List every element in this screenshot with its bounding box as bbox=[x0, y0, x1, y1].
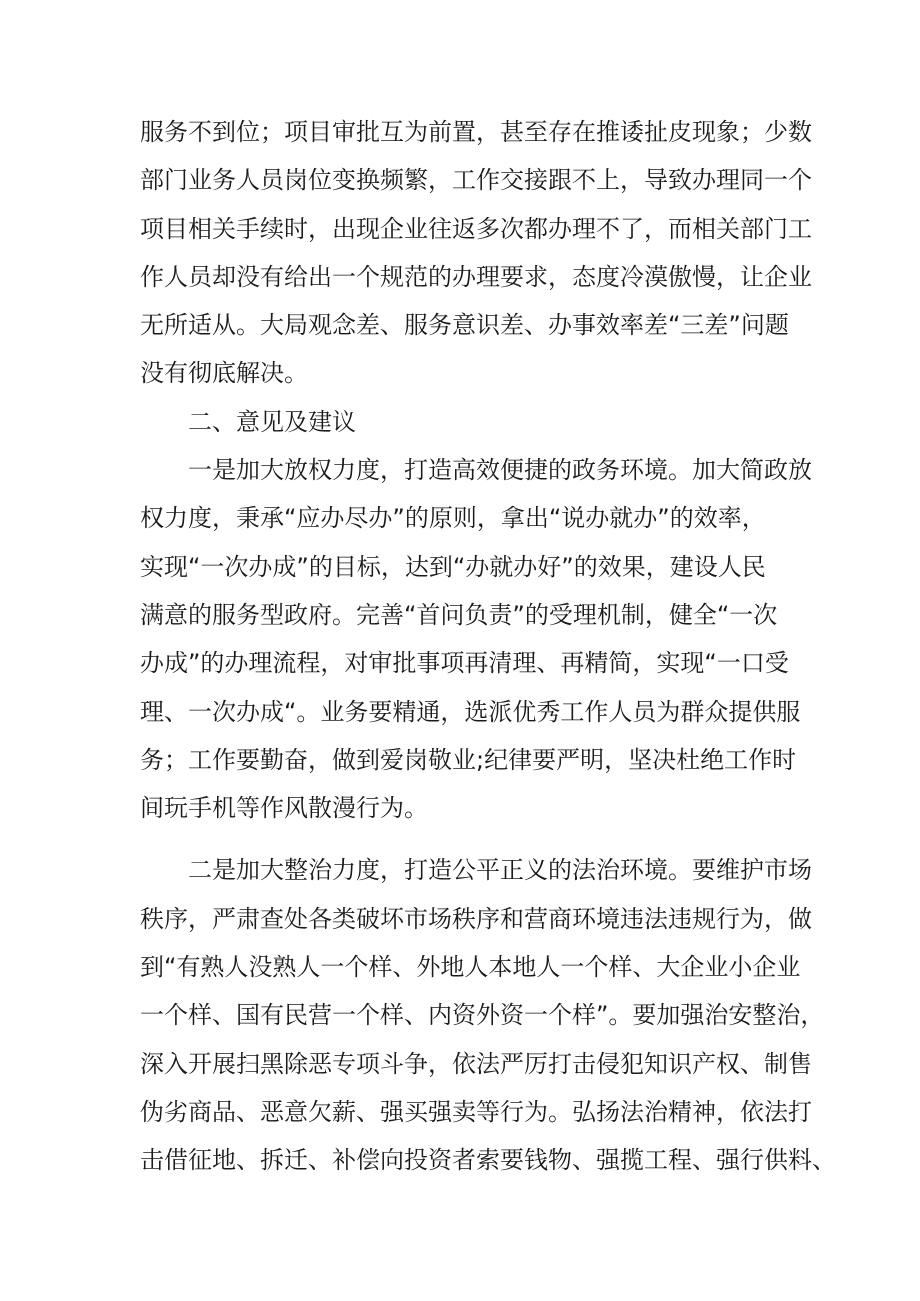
text-line: 一个样、国有民营一个样、内资外资一个样”。要加强治安整治， bbox=[140, 1001, 825, 1030]
text-line: 击借征地、拆迁、补偿向投资者索要钱物、强揽工程、强行供料、 bbox=[140, 1146, 836, 1175]
text-line: 理、一次办成“。业务要精通，选派优秀工作人员为群众提供服 bbox=[140, 697, 801, 726]
text-line: 没有彻底解决。 bbox=[140, 359, 308, 388]
text-line: 实现“一次办成”的目标，达到“办就办好”的效果，建设人民 bbox=[140, 552, 766, 581]
paragraph-spacer bbox=[140, 832, 790, 846]
text-line: 伪劣商品、恶意欠薪、强买强卖等行为。弘扬法治精神，依法打 bbox=[140, 1097, 812, 1126]
paragraph-suggestion-one bbox=[140, 446, 812, 832]
text-line: 深入开展扫黑除恶专项斗争，依法严厉打击侵犯知识产权、制售 bbox=[140, 1049, 812, 1078]
text-line: 作人员却没有给出一个规范的办理要求，态度冷漠傲慢，让企业 bbox=[140, 262, 812, 291]
text-line: 秩序，严肃查处各类破坏市场秩序和营商环境违法违规行为，做 bbox=[140, 904, 812, 933]
text-line: 办成”的办理流程，对审批事项再清理、再精简，实现“一口受 bbox=[140, 649, 789, 678]
text-line: 二是加大整治力度，打造公平正义的法治环境。要维护市场 bbox=[188, 856, 812, 885]
text-line: 服务不到位；项目审批互为前置，甚至存在推诿扯皮现象；少数 bbox=[140, 118, 812, 146]
text-line: 权力度，秉承“应办尽办”的原则，拿出“说办就办”的效率， bbox=[140, 504, 766, 533]
section-heading bbox=[140, 398, 790, 446]
section-heading-text: 二、意见及建议 bbox=[188, 407, 356, 436]
text-line: 满意的服务型政府。完善“首问负责”的受理机制，健全“一次 bbox=[140, 600, 778, 629]
text-line: 部门业务人员岗位变换频繁，工作交接跟不上，导致办理同一个 bbox=[140, 166, 812, 195]
text-line: 到“有熟人没熟人一个样、外地人本地人一个样、大企业小企业 bbox=[140, 953, 801, 982]
document-body bbox=[140, 108, 836, 1185]
paragraph-problem-description bbox=[140, 108, 812, 398]
text-line: 项目相关手续时，出现企业往返多次都办理不了，而相关部门工 bbox=[140, 214, 812, 243]
text-line: 务；工作要勤奋，做到爱岗敬业;纪律要严明，坚决杜绝工作时 bbox=[140, 745, 797, 774]
text-line: 间玩手机等作风散漫行为。 bbox=[140, 794, 428, 823]
paragraph-suggestion-two bbox=[140, 846, 836, 1184]
text-line: 无所适从。大局观念差、服务意识差、办事效率差“三差”问题 bbox=[140, 311, 789, 340]
text-line: 一是加大放权力度，打造高效便捷的政务环境。加大简政放 bbox=[188, 456, 812, 485]
